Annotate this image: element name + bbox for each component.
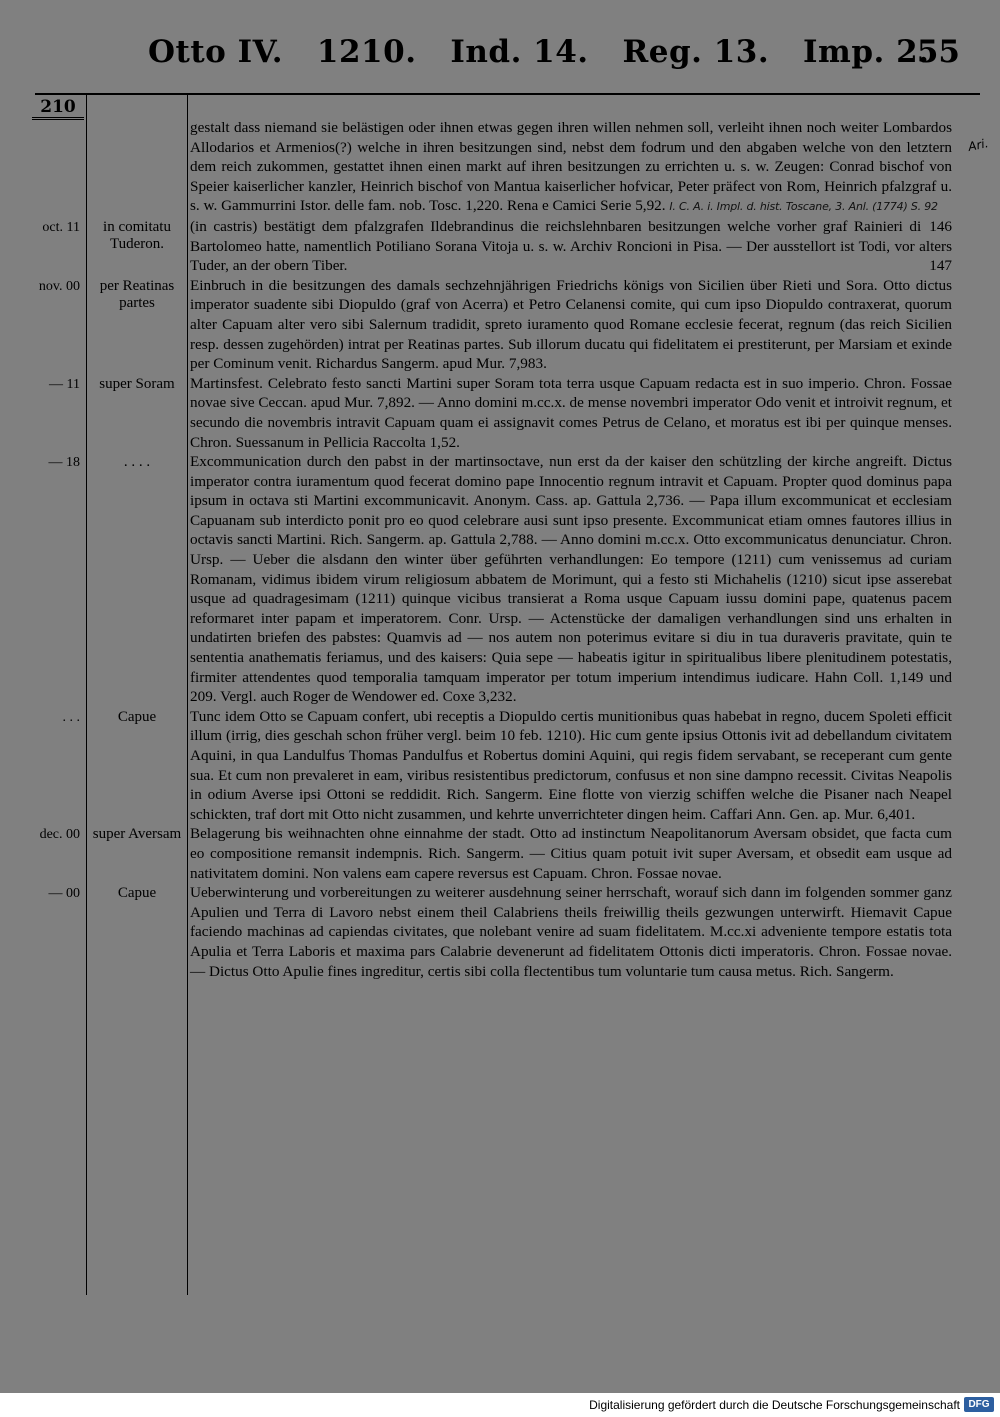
entry-number: 146 [929, 217, 952, 235]
page-header [0, 30, 1000, 80]
entry-date: — 11 [49, 376, 80, 392]
entry-date: nov. 00 [38, 278, 80, 294]
margin-note: Ari. [966, 136, 990, 154]
entry-text: (in castris) bestätigt dem pfalzgrafen Ildebrandinus die reichslehnbaren besitzungen welche vorher graf Rainieri di Bartolomeo hatte, namentlich Potiliano Sorana Vitoja u. s. w. Archiv Roncioni in Pisa. — Der ausstellort ist Todi, vor alters Tuder, an der obern Tiber. [190, 217, 952, 275]
handwritten-annotation: I. C. A. i. Impl. d. hist. Toscane, 3. Anl. (1774) S. 92 [669, 200, 938, 214]
regest-entry [0, 452, 1000, 707]
entry-text: Excommunication durch den pabst in der martinsoctave, nun erst da der kaiser den schützling der kirche angreift. Dictus imperator contra iuramentum quod fecerat domino pape Innocentio regnum intravit et Capuam. Propter quod dominus papa ipsum in octava sti Martini excommunicavit. Anonym. Cass. ap. Gattula 2,736. — Papa illum excommunicat et ecclesiam Capuanam sub interdicto ponit pro eo quod celebrare ausi sunt ipso presente. Excommunicat etiam omnes fautores illius in octavis sancti Martini. Rich. Sangerm. ap. Gattula 2,788. — Anno domini m.cc.x. Otto excommunicatus denunciatur. Chron. Ursp. — Ueber die alsdann den winter über geführten verhandlungen: Eo tempore (1211) cum venissemus ad curiam Romanam, vidimus ibidem virum religiosum abbatem de Morimunt, qui a festo sti Michahelis (1210) sicut ipse asserebat usque ad quadragesimam (1211) quinque vicibus transierat a Roma usque Capuam iussu domini pape, quatenus pacem reformaret inter papam et imperatorem. Conr. Ursp. — Actenstücke der damaligen verhandlungen sind uns erhalten in undatirten briefen des pabstes: Quamvis ad — nos autem non poterimus evitare si diu in tua duraveris pravitate, quin te sententia anathematis feriamus, und des kaisers: Quia sepe — habeatis igitur in spiritualibus libere plenitudinem potestatis, firmiter attendentes quod temporalia tamquam imperator per totum imperium intendimus iudicare. Hahn Coll. 1,149 und 209. Vergl. auch Roger de Wendower ed. Coxe 3,232. [190, 453, 952, 706]
entry-date: dec. 00 [39, 827, 80, 843]
entry-text: Belagerung bis weihnachten ohne einnahme der stadt. Otto ad instinctum Neapolitanorum Aversam obsidet, que facta cum eo compositione remansit indempnis. Rich. Sangerm. — Citius quam potuit ivit super Aversam, et obsedit eam usque ad nativitatem domini. Non valens eam capere reversus est Capuam. Chron. Fossae novae. [190, 825, 952, 882]
regest-entry [0, 707, 1000, 825]
regest-entry [0, 217, 1000, 276]
entry-text-block [190, 883, 952, 981]
regest-entry [0, 824, 1000, 883]
dfg-logo: DFG [964, 1397, 994, 1412]
entry-date: — 18 [48, 455, 80, 471]
entry-place: . . . . [123, 454, 151, 471]
header-rule [35, 93, 980, 95]
entry-date: oct. 11 [42, 219, 80, 235]
entry-place: in comitatu Tuderon. [103, 218, 171, 252]
entry-text: Tunc idem Otto se Capuam confert, ubi receptis a Diopuldo certis munitionibus quas habebat in regno, ducem Spoleti efficit illum (irrig, dies geschah schon früher vergl. beim 10 feb. 1210). Hic cum gente ipsius Ottonis ivit ad debellandum civitatem Aquini, in qua Landulfus Thomas Pandulfus et Robertus domini Aquini, qui regis fidem servabant, se receperant cum gente sua. Et cum non prevaleret in eam, viribus resistentibus predictorum, confusus et non sine dampno recessit. Civitas Neapolis in odium Averse ipsi Ottoni se reddidit. Rich. Sangerm. Eine flotte von vierzig schiffen welche die Pisaner nach Neapel schickten, traf dort mit Otto nicht zusammen, und kehrte unverrichteter dingen heim. Caffari Ann. Gen. ap. Mur. 6,401. [190, 707, 952, 823]
entry-place: per Reatinas partes [99, 277, 175, 311]
entry-text: Martinsfest. Celebrato festo sancti Martini super Soram tota terra usque Capuam redacta est in suo imperio. Chron. Fossae novae sive Ceccan. apud Mur. 7,892. — Anno domini m.cc.x. de mense novembri imperator Odo venit et introivit regnum, et secundo die novembris intravit Capuam quam ei assignavit comes Petrus de Celano, et moratus est ibi per quinque menses. Chron. Suessanum in Pellicia Raccolta 1,52. [190, 374, 952, 451]
entry-text-block [190, 824, 952, 883]
entry-date: — 00 [48, 886, 80, 902]
funding-credit: Digitalisierung gefördert durch die Deutsche Forschungsgemeinschaft [589, 1398, 960, 1412]
entry-place: super Aversam [92, 826, 182, 843]
entry-date: . . . [62, 709, 80, 725]
entry-place: Capue [117, 885, 157, 902]
entry-place: super Soram [99, 375, 175, 392]
entry-text-block [190, 374, 952, 452]
year-label: 210 [40, 97, 76, 117]
entry-text: gestalt dass niemand sie belästigen oder ihnen etwas gegen ihren willen nehmen soll, verleiht ihnen noch weiter Lombardos Allodarios et Armenios(?) welche in ihren besitzungen sind, nebst dem fodrum und den abgaben welche von den letztern dem reich zukommen, gestattet ihnen einen markt auf ihren besitzungen zu errichten u. s. w. Zeugen: Conrad bischof von Speier kaiserlicher kanzler, Heinrich bischof von Mantua kaiserlicher hofvicar, Peter präfect von Rom, Heinrich pfalzgraf u. s. w. Gammurrini Istor. delle fam. nob. Tosc. 1,220. Rena e Camici Serie 5,92. [190, 119, 952, 215]
entry-text: Einbruch in die besitzungen des damals sechzehnjährigen Friedrichs königs von Sicilien über Rieti und Sora. Otto dictus imperator suadente sibi Diopuldo (graf von Acerra) et Petro Celanensi comite, qui cum ipso Diopuldo contraxerat, quorum alter Capuam alter vero sibi Salernum tradidit, spreto iuramento quod Romane ecclesie fecerat, regnum (das reich Sicilien resp. dessen zugehörden) intrat per Reatinas partes. Sub illorum ducatu qui fidelitatem ei prestiterunt, per Marsiam et exinde per Cominum venit. Richardus Sangerm. apud Mur. 7,983. [190, 276, 952, 373]
running-title: Otto IV. 1210. Ind. 14. Reg. 13. Imp. 2. [148, 34, 930, 70]
entry-number: 147 [929, 257, 952, 275]
entry-text: Ueberwinterung und vorbereitungen zu weiterer ausdehnung seiner herrschaft, worauf sich dann im folgenden sommer ganz Apulien und Terra di Lavoro nebst einem theil Calabriens theils freiwillig theils gezwungen unterwirft. Hiemavit Capue faciendo machinas ad capiendas civitates, que nolebant venire ad suam fidelitatem. M.cc.xi adveniente tempore estatis tota Apulia et Terra Laboris et maxima pars Calabrie devenerunt ad fidelitatem Ottonis dicti imperatoris. Chron. Fossae novae. — Dictus Otto Apulie fines ingreditur, certis sibi colla flectentibus tum voluntarie tum causa metus. Rich. Sangerm. [190, 884, 952, 980]
entry-text-block [190, 707, 952, 825]
regest-entries [0, 118, 1000, 981]
entry-place: Capue [117, 708, 157, 725]
regest-entry [0, 883, 1000, 981]
entry-text-block [190, 452, 952, 707]
entry-text-block [190, 276, 952, 374]
page-number: 55 [916, 34, 960, 70]
footer-bar [0, 1393, 1000, 1417]
entry-text-block [190, 217, 952, 276]
entry-text-block [190, 118, 952, 235]
regest-entry [0, 374, 1000, 452]
regest-entry [0, 276, 1000, 374]
